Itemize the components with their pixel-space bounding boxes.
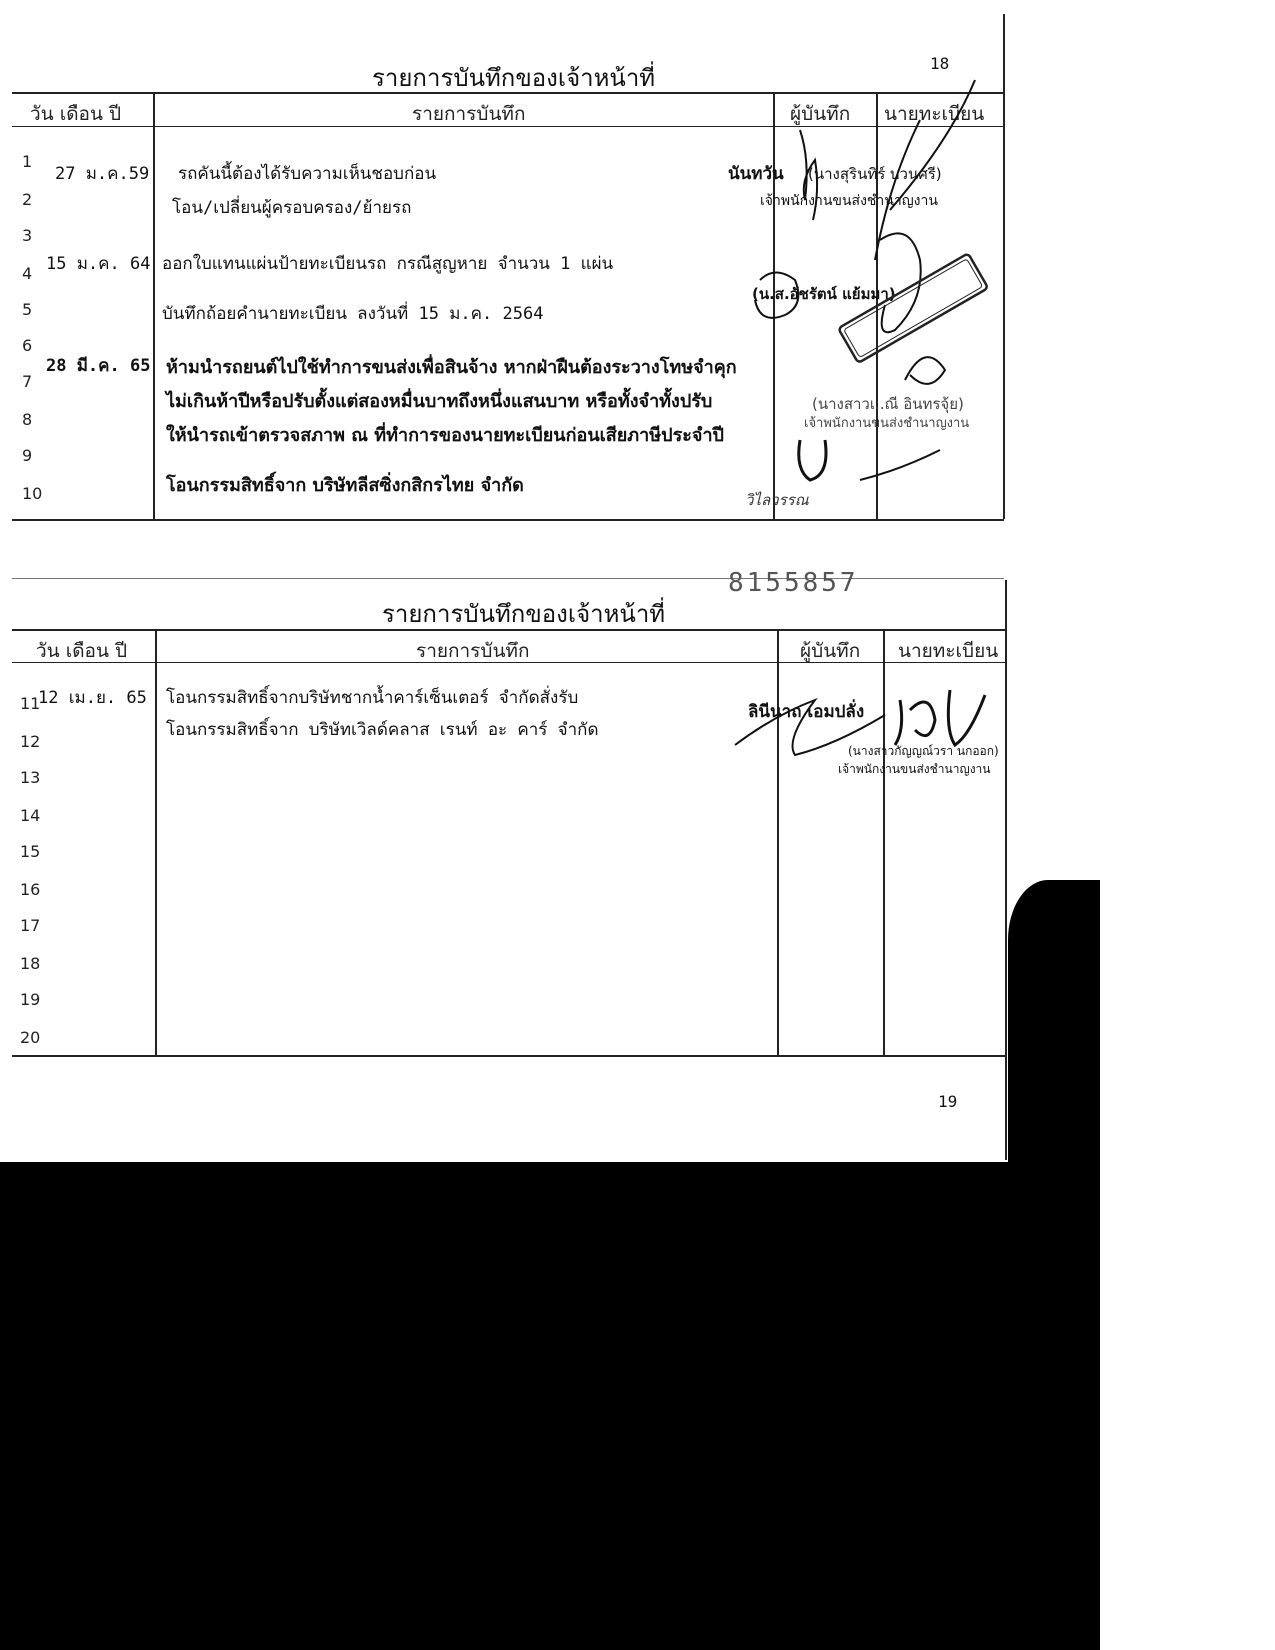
line-number: 20: [20, 1028, 41, 1047]
col-divider: [155, 629, 157, 1056]
table-top-border: [12, 629, 1006, 631]
recorder-position: เจ้าพนักงานขนส่งชำนาญงาน: [760, 193, 938, 209]
line-number: 5: [22, 300, 33, 319]
header-registrar: นายทะเบียน: [884, 103, 985, 125]
entry-date: 27 ม.ค.59: [55, 164, 150, 184]
line-number: 13: [20, 768, 41, 787]
header-recorder: ผู้บันทึก: [800, 640, 861, 662]
page-title: รายการบันทึกของเจ้าหน้าที่: [382, 600, 666, 628]
header-date: วัน เดือน ปี: [36, 640, 128, 662]
entry-line: บันทึกถ้อยคำนายทะเบียน ลงวันที่ 15 ม.ค. 2564: [162, 304, 544, 324]
recorder-name: วิไลวรรณ: [745, 491, 809, 509]
entry-date: 15 ม.ค. 64: [46, 254, 151, 274]
table-top-border: [12, 92, 1004, 94]
recorder-name: ลินีนาถ เอมปลั่ง: [748, 702, 865, 722]
table-bottom-border: [12, 1055, 1006, 1057]
line-number: 19: [20, 990, 41, 1009]
line-number: 17: [20, 916, 41, 935]
recorder-name: (นางสาวเ..ณี อินทรจุ้ย): [812, 395, 964, 413]
header-entry: รายการบันทึก: [412, 103, 526, 125]
right-edge-line: [1005, 580, 1007, 1160]
page-title: รายการบันทึกของเจ้าหน้าที่: [372, 64, 656, 92]
table-bottom-border: [12, 519, 1004, 521]
line-number: 7: [22, 372, 33, 391]
line-number: 9: [22, 446, 33, 465]
entry-line: โอนกรรมสิทธิ์จาก บริษัทลีสซิ่งกสิกรไทย จำกัด: [166, 475, 524, 496]
serial-number: 8155857: [728, 568, 859, 598]
page-number: 18: [930, 54, 950, 73]
entry-date: 12 เม.ย. 65: [38, 688, 147, 708]
entry-line: รถคันนี้ต้องได้รับความเห็นชอบก่อน: [178, 164, 437, 184]
entry-line: ออกใบแทนแผ่นป้ายทะเบียนรถ กรณีสูญหาย จำนวน 1 แผ่น: [162, 254, 614, 274]
line-number: 11: [20, 694, 41, 713]
line-number: 14: [20, 806, 41, 825]
page-number: 19: [938, 1092, 958, 1111]
black-scan-area: [0, 1162, 1100, 1650]
line-number: 2: [22, 190, 33, 209]
entry-line: ให้นำรถเข้าตรวจสภาพ ณ ที่ทำการของนายทะเบียนก่อนเสียภาษีประจำปี: [166, 425, 724, 446]
line-number: 1: [22, 152, 33, 171]
line-number: 12: [20, 732, 41, 751]
line-number: 4: [22, 264, 33, 283]
recorder-position: เจ้าพนักงานขนส่งชำนาญงาน: [838, 762, 991, 776]
header-date: วัน เดือน ปี: [30, 103, 122, 125]
line-number: 15: [20, 842, 41, 861]
col-divider: [153, 92, 155, 520]
recorder-position: เจ้าพนักงานขนส่งชำนาญงาน: [804, 416, 970, 431]
right-edge-line: [1003, 14, 1005, 519]
entry-line: ไม่เกินห้าปีหรือปรับตั้งแต่สองหมื่นบาทถึงหนึ่งแสนบาท หรือทั้งจำทั้งปรับ: [166, 391, 713, 412]
black-scan-area: [1008, 880, 1100, 1170]
line-number: 18: [20, 954, 41, 973]
recorder-name: (น.ส.อัชรัตน์ แย้มมา): [752, 285, 896, 303]
entry-line: โอนกรรมสิทธิ์จากบริษัทชากน้ำคาร์เซ็นเตอร์ จำกัดสั่งรับ: [166, 688, 579, 708]
header-entry: รายการบันทึก: [416, 640, 530, 662]
entry-line: ห้ามนำรถยนต์ไปใช้ทำการขนส่งเพื่อสินจ้าง หากฝ่าฝืนต้องระวางโทษจำคุก: [166, 357, 737, 378]
entry-date: 28 มี.ค. 65: [46, 356, 151, 376]
entry-line: โอนกรรมสิทธิ์จาก บริษัทเวิลด์คลาส เรนท์ อะ คาร์ จำกัด: [166, 720, 599, 740]
header-recorder: ผู้บันทึก: [790, 103, 851, 125]
recorder-name: นันทวัน: [728, 164, 784, 184]
entry-line: โอน/เปลี่ยนผู้ครอบครอง/ย้ายรถ: [172, 198, 412, 218]
header-registrar: นายทะเบียน: [898, 640, 999, 662]
line-number: 6: [22, 336, 33, 355]
col-divider: [883, 629, 885, 1056]
line-number: 8: [22, 410, 33, 429]
col-divider: [777, 629, 779, 1056]
col-divider: [876, 92, 878, 520]
recorder-name: (นางสุรินทิร์ บวนศรี): [808, 165, 942, 183]
line-number: 10: [22, 484, 43, 503]
col-divider: [773, 92, 775, 520]
recorder-name: (นางสาวกัญญณ์วรา นกออก): [848, 744, 999, 758]
line-number: 3: [22, 226, 33, 245]
line-number: 16: [20, 880, 41, 899]
